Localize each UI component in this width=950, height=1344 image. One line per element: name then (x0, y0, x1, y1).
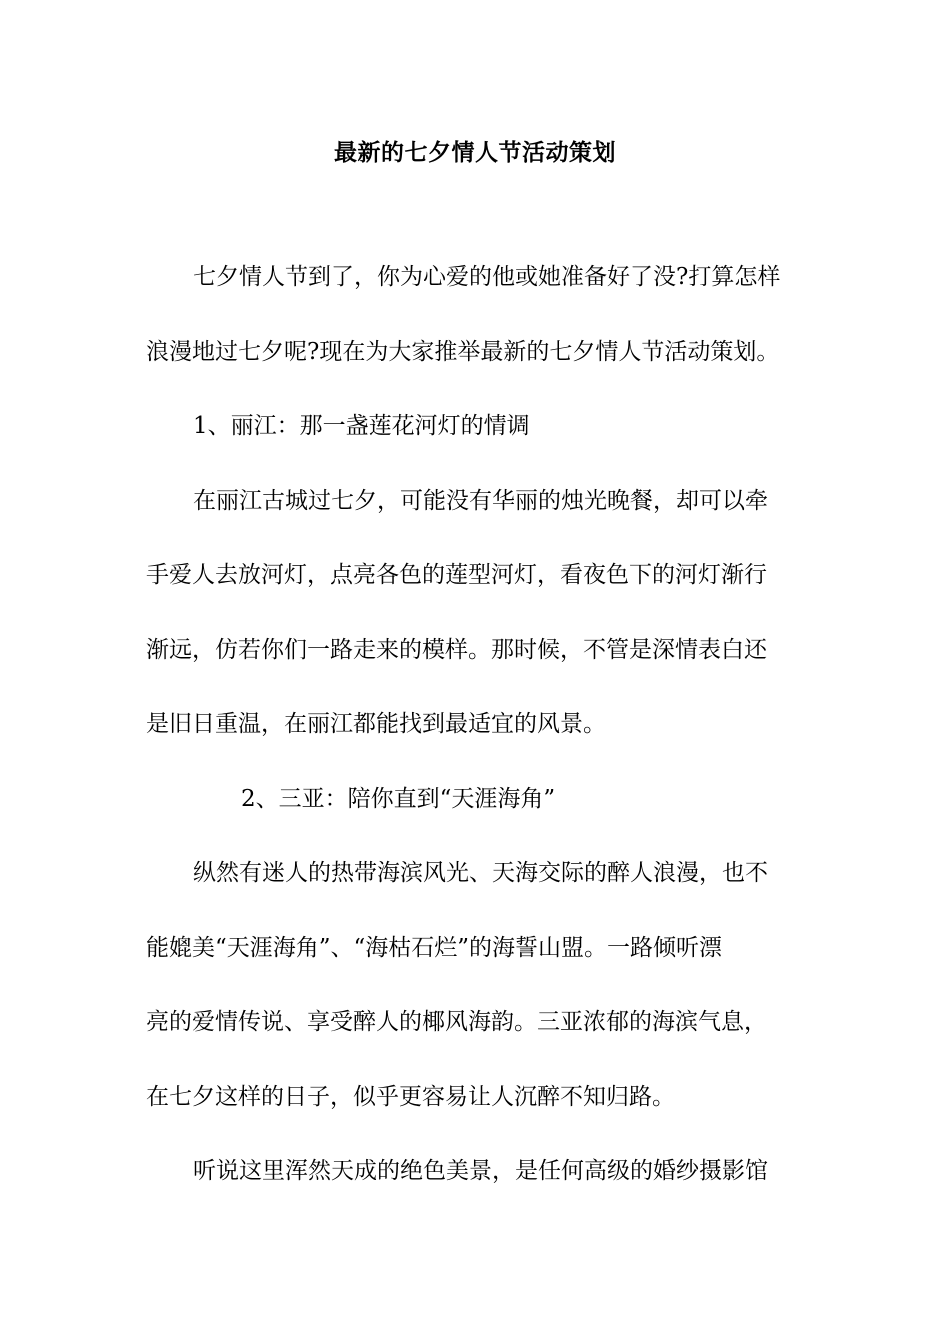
paragraph-line: 浪漫地过七夕呢?现在为大家推举最新的七夕情人节活动策划。 (146, 339, 780, 365)
section-heading-lijiang: 1、丽江：那一盏莲花河灯的情调 (193, 413, 530, 439)
paragraph-line: 在丽江古城过七夕，可能没有华丽的烛光晚餐，却可以牵 (193, 488, 768, 514)
paragraph-line: 纵然有迷人的热带海滨风光、天海交际的醉人浪漫，也不 (193, 860, 768, 886)
section-heading-sanya: 2、三亚：陪你直到“天涯海角” (241, 786, 556, 812)
document-title: 最新的七夕情人节活动策划 (334, 139, 616, 166)
paragraph-line: 渐远，仿若你们一路走来的模样。那时候，不管是深情表白还 (146, 637, 767, 663)
paragraph-line: 手爱人去放河灯，点亮各色的莲型河灯，看夜色下的河灯渐行 (146, 562, 767, 588)
paragraph-line: 听说这里浑然天成的绝色美景，是任何高级的婚纱摄影馆 (193, 1158, 768, 1184)
paragraph-line: 亮的爱情传说、享受醉人的椰风海韵。三亚浓郁的海滨气息， (146, 1009, 767, 1035)
paragraph-line: 能媲美“天涯海角”、“海枯石烂”的海誓山盟。一路倾听漂 (146, 935, 723, 961)
paragraph-line: 是旧日重温，在丽江都能找到最适宜的风景。 (146, 711, 606, 737)
paragraph-line: 七夕情人节到了，你为心爱的他或她准备好了没?打算怎样 (193, 264, 781, 290)
paragraph-line: 在七夕这样的日子，似乎更容易让人沉醉不知归路。 (146, 1084, 675, 1110)
